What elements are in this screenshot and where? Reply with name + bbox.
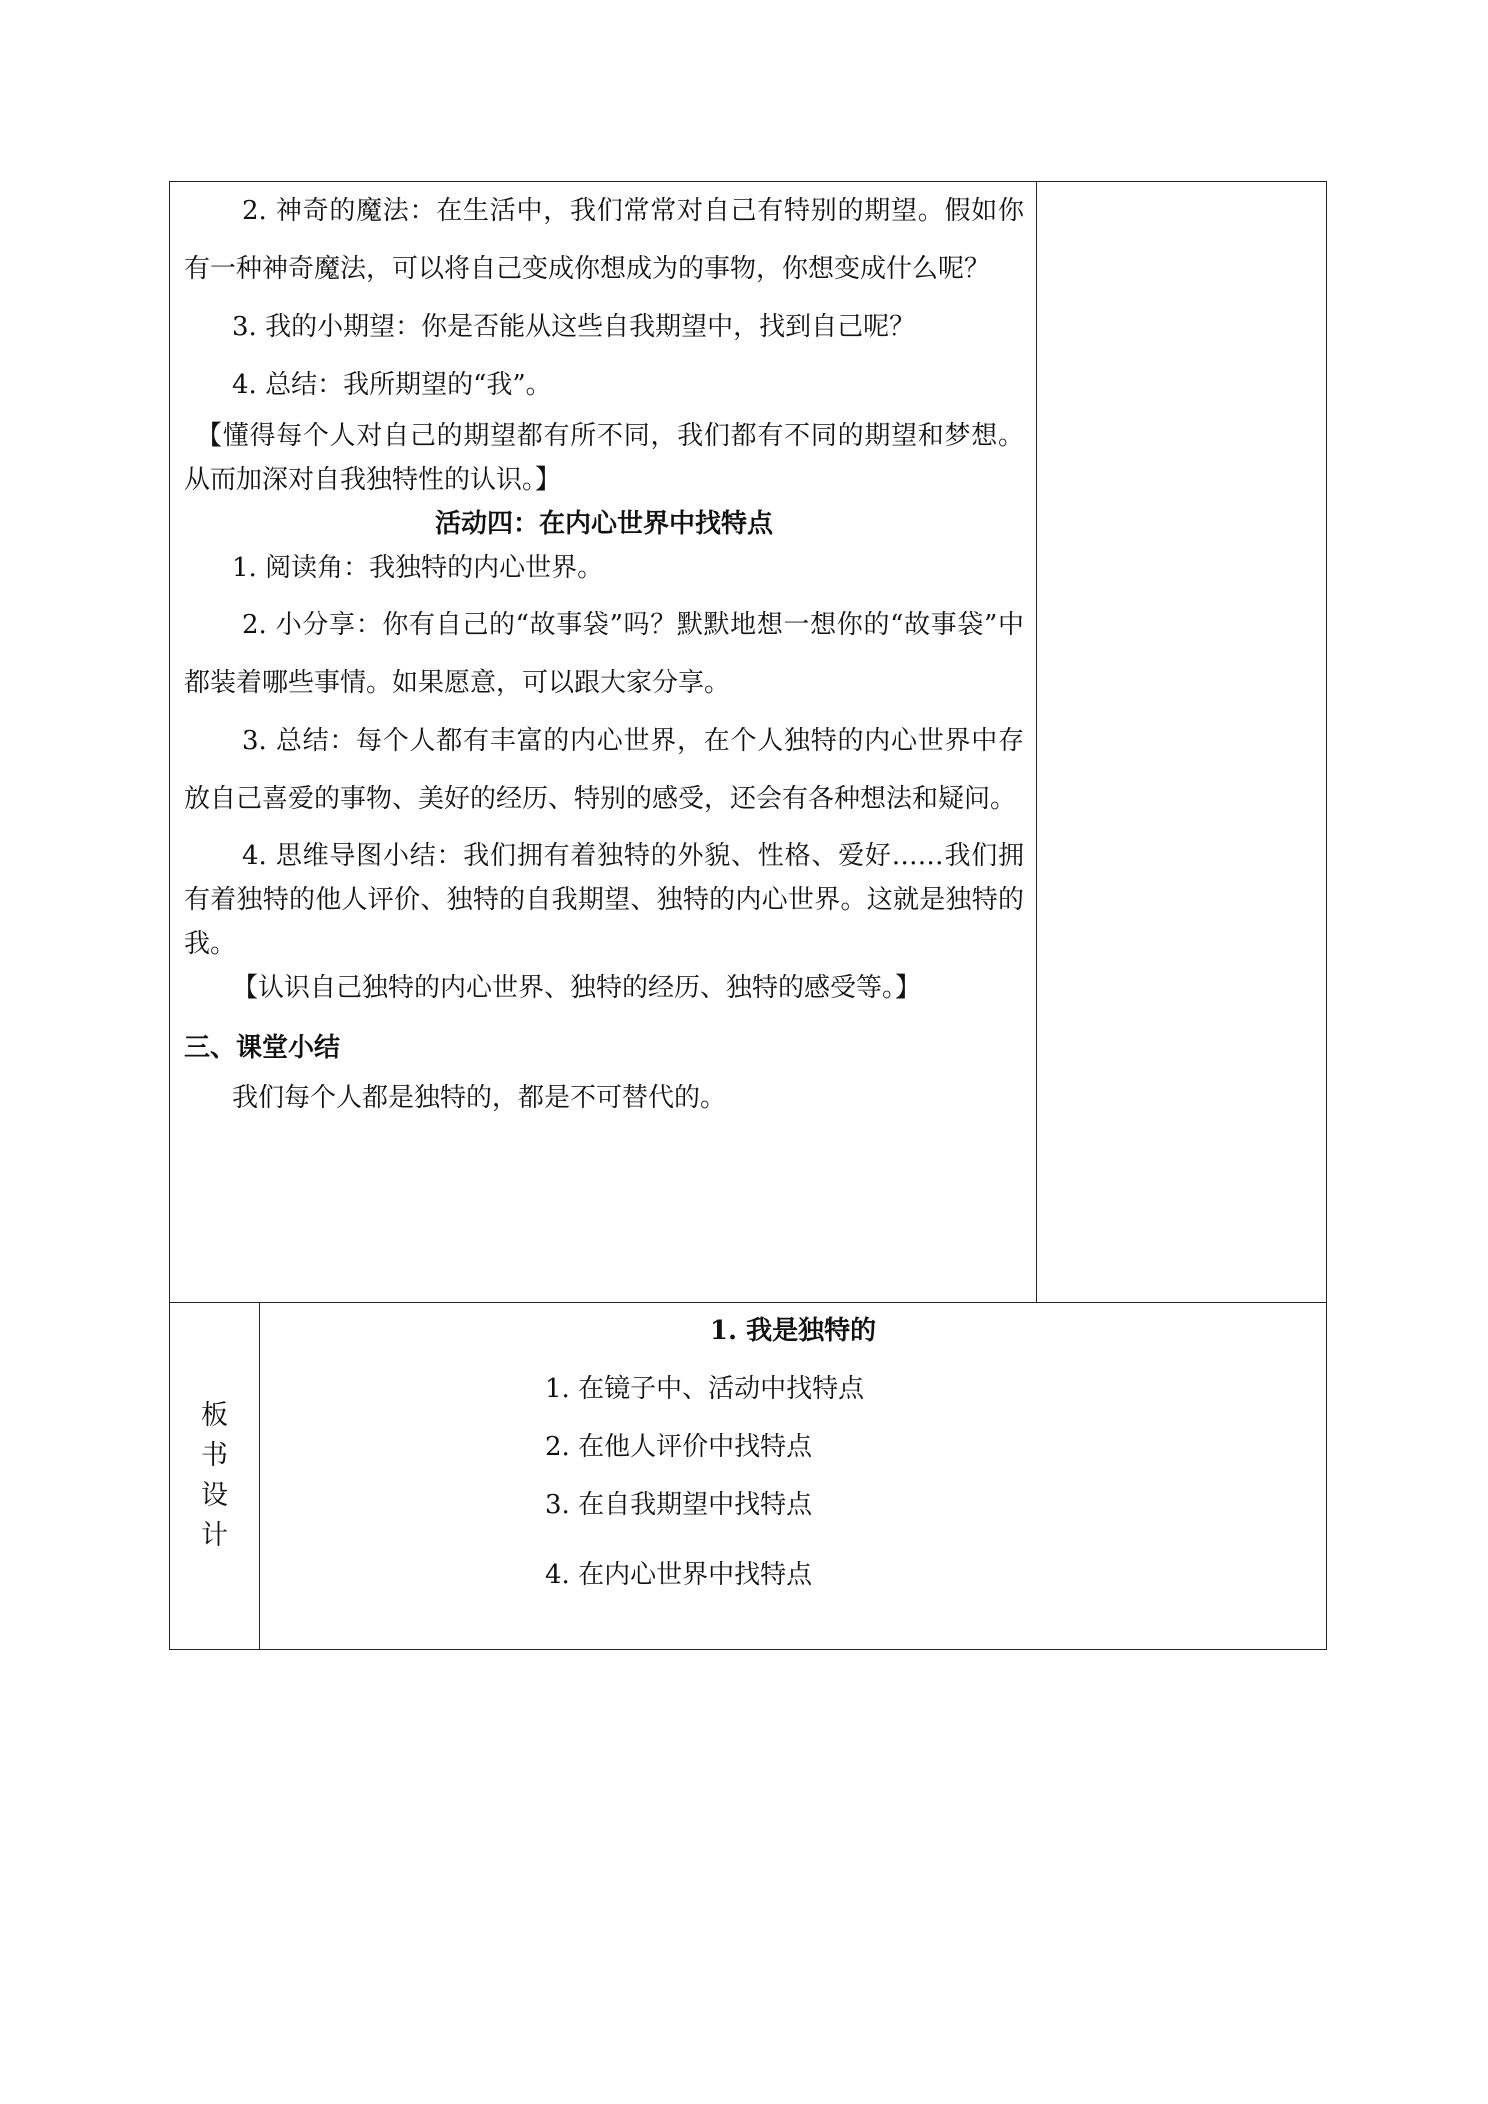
board-label-char: 板 bbox=[201, 1400, 228, 1431]
board-title: 1. 我是独特的 bbox=[709, 1316, 877, 1346]
board-item: 2. 在他人评价中找特点 bbox=[545, 1432, 813, 1462]
lesson-row bbox=[170, 182, 1327, 1303]
board-item: 4. 在内心世界中找特点 bbox=[545, 1560, 813, 1590]
paragraph-inner-world-summary: 3. 总结：每个人都有丰富的内心世界，在个人独特的内心世界中存放自己喜爱的事物、美好的经历、特别的感受，还会有各种想法和疑问。 bbox=[184, 726, 1025, 814]
board-design-label-cell bbox=[170, 1303, 260, 1650]
board-design-content-cell bbox=[260, 1303, 1327, 1650]
board-item: 1. 在镜子中、活动中找特点 bbox=[545, 1374, 865, 1404]
note-expectation: 【懂得每个人对自己的期望都有所不同，我们都有不同的期望和梦想。从而加深对自我独特性的认识。】 bbox=[184, 421, 1025, 495]
paragraph-summary-me: 4. 总结：我所期望的“我”。 bbox=[232, 370, 552, 400]
notes-column-cell bbox=[1037, 182, 1327, 1303]
summary-heading: 三、课堂小结 bbox=[184, 1033, 341, 1063]
paragraph-story-bag: 2. 小分享：你有自己的“故事袋”吗？默默地想一想你的“故事袋”中都装着哪些事情。如果愿意，可以跟大家分享。 bbox=[184, 610, 1025, 698]
board-item-list bbox=[260, 1367, 1326, 1597]
board-design-row bbox=[170, 1303, 1327, 1650]
board-label-char: 设 bbox=[201, 1480, 228, 1511]
paragraph-reading-corner: 1. 阅读角：我独特的内心世界。 bbox=[232, 553, 604, 583]
board-label-char: 计 bbox=[201, 1520, 228, 1551]
lesson-plan-table bbox=[169, 181, 1327, 1650]
board-item: 3. 在自我期望中找特点 bbox=[545, 1490, 813, 1520]
activity-four-heading: 活动四：在内心世界中找特点 bbox=[435, 509, 774, 539]
note-inner-world: 【认识自己独特的内心世界、独特的经历、独特的感受等。】 bbox=[232, 973, 922, 1003]
lesson-content-cell bbox=[170, 182, 1037, 1303]
board-label-char: 书 bbox=[201, 1440, 228, 1471]
paragraph-mindmap: 4. 思维导图小结：我们拥有着独特的外貌、性格、爱好……我们拥有着独特的他人评价、独特的自我期望、独特的内心世界。这就是独特的我。 bbox=[184, 841, 1025, 959]
paragraph-small-hope: 3. 我的小期望：你是否能从这些自我期望中，找到自己呢？ bbox=[232, 312, 916, 342]
board-design-label bbox=[170, 1303, 259, 1649]
paragraph-magic: 2. 神奇的魔法：在生活中，我们常常对自己有特别的期望。假如你有一种神奇魔法，可以将自己变成你想成为的事物，你想变成什么呢？ bbox=[184, 196, 1025, 284]
summary-text: 我们每个人都是独特的，都是不可替代的。 bbox=[232, 1083, 727, 1113]
